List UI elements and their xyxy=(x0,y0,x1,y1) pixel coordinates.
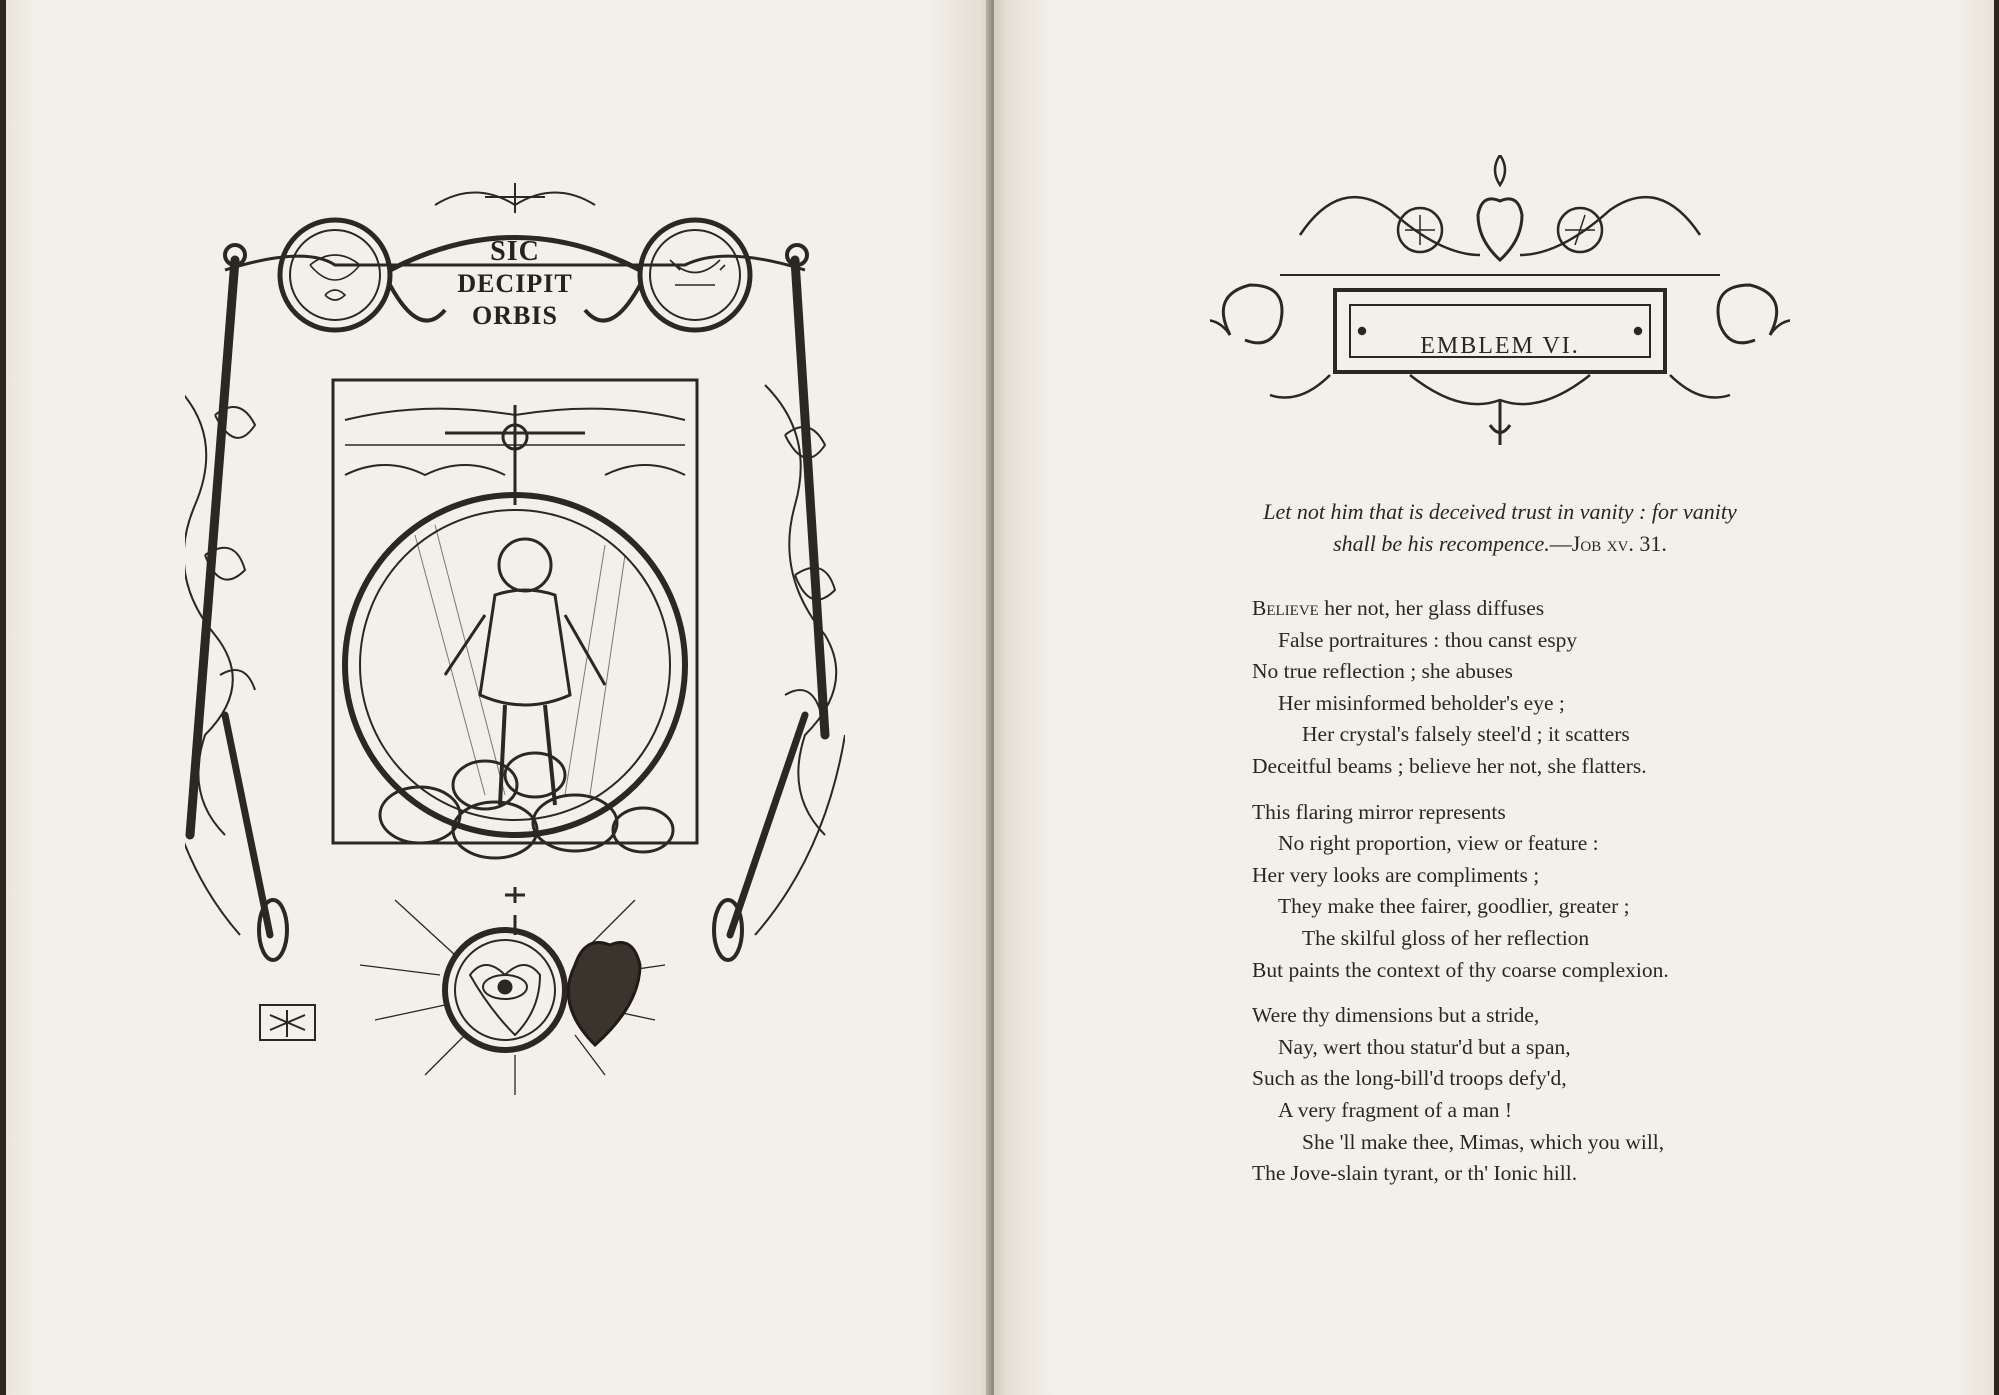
poem-line: No right proportion, view or feature : xyxy=(1278,831,1599,856)
motto-line-1: SIC xyxy=(490,236,540,267)
poem xyxy=(1252,593,1852,1204)
heart-icon xyxy=(568,943,640,1046)
epigraph xyxy=(1180,496,1820,560)
emblem-header-ornament xyxy=(1210,155,1790,455)
poem-line: Deceitful beams ; believe her not, she flatters. xyxy=(1252,753,1647,778)
emblem-title: EMBLEM VI. xyxy=(1420,333,1580,359)
stanza-3 xyxy=(1252,1000,1852,1190)
emblem-engraving xyxy=(185,175,845,1125)
left-roundel xyxy=(280,220,390,330)
poem-line: No true reflection ; she abuses xyxy=(1252,659,1513,684)
stanza-2 xyxy=(1252,797,1852,987)
poem-line: A very fragment of a man ! xyxy=(1278,1097,1513,1122)
poem-line: The Jove-slain tyrant, or th' Ionic hill. xyxy=(1252,1161,1578,1186)
poem-line: But paints the context of thy coarse complexion. xyxy=(1252,957,1669,982)
engraving-svg xyxy=(185,175,845,1125)
poem-line: Her misinformed beholder's eye ; xyxy=(1278,690,1565,715)
right-bone xyxy=(795,260,825,735)
stanza-1 xyxy=(1252,593,1852,783)
poem-line: Her very looks are compliments ; xyxy=(1252,862,1540,887)
poem-line: Her crystal's falsely steel'd ; it scatters xyxy=(1302,722,1630,747)
poem-line: Were thy dimensions but a stride, xyxy=(1252,1003,1540,1028)
poem-line: They make thee fairer, goodlier, greater ; xyxy=(1278,894,1630,919)
epigraph-reference: —Job xv. 31. xyxy=(1549,531,1667,556)
poem-line xyxy=(1252,593,1852,625)
poem-line: False portraitures : thou canst espy xyxy=(1278,627,1578,652)
motto-line-3: ORBIS xyxy=(472,301,558,330)
drop-word: Believe xyxy=(1252,596,1319,620)
poem-line-rest: her not, her glass diffuses xyxy=(1318,596,1545,620)
poem-line: Such as the long-bill'd troops defy'd, xyxy=(1252,1066,1567,1091)
right-roundel xyxy=(640,220,750,330)
header-heart-icon xyxy=(1478,199,1522,260)
header-ornament-svg xyxy=(1210,155,1790,455)
epigraph-line-1: Let not him that is deceived trust in vanity : for vanity xyxy=(1263,499,1737,524)
epigraph-line-2-italic: shall be his recompence. xyxy=(1333,531,1550,556)
epigraph-line-2 xyxy=(1180,528,1820,560)
poem-line: This flaring mirror represents xyxy=(1252,799,1506,824)
poem-line: She 'll make thee, Mimas, which you will, xyxy=(1302,1129,1665,1154)
poem-line: The skilful gloss of her reflection xyxy=(1302,925,1590,950)
motto-line-2: DECIPIT xyxy=(457,269,573,298)
poem-line: Nay, wert thou statur'd but a span, xyxy=(1278,1034,1571,1059)
